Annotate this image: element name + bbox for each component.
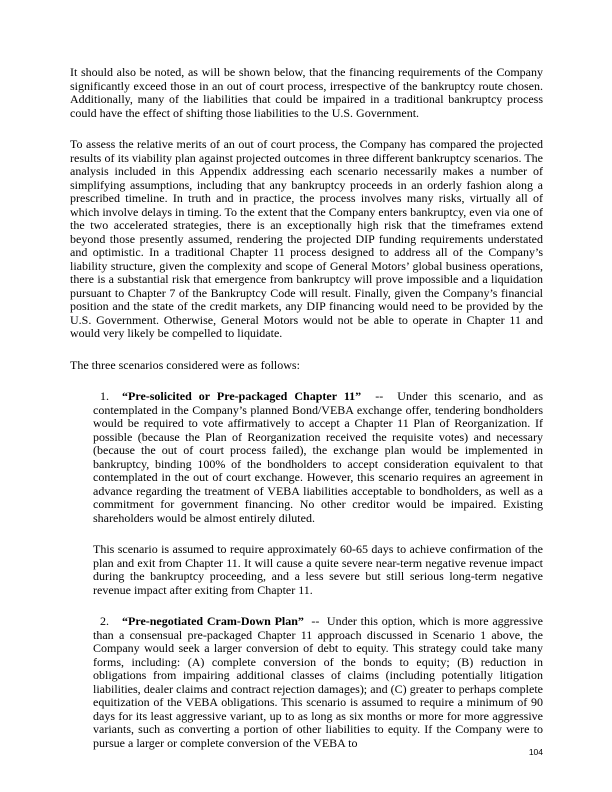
scenario-number: 1. <box>100 389 109 403</box>
page-number: 104 <box>528 747 543 757</box>
scenario-paragraph: 2. “Pre-negotiated Cram-Down Plan” -- Under this option, which is more aggressive than a consensual pre-packaged Chapter 11 approach discussed in Scenario 1 above, the Company would seek a larger conversion of debt to equity. This strategy could take many forms, including: (A) complete conversion of the bonds to equity; (B) reduction in obligations from impairing additional classes of claims (including potentially litigation liabilities, dealer claims and contract rejection damages); and (C) greater to perhaps complete equitization of the VEBA obligations. This scenario is assumed to require a minimum of 90 days for its least aggressive variant, up to as long as six months or more for more aggressive variants, such as converting a portion of other liabilities to equity. If the Company were to pursue a larger or complete conversion of the VEBA to <box>93 614 544 750</box>
scenario-heading: “Pre-solicited or Pre-packaged Chapter 11” <box>122 389 362 403</box>
scenario-paragraph: 1. “Pre-solicited or Pre-packaged Chapter 11” -- Under this scenario, and as contemplated in the Company’s planned Bond/VEBA exchange offer, tendering bondholders would be required to vote affirmatively to accept a Chapter 11 Plan of Reorganization. If possible (because the Plan of Reorganization received the requisite votes) and necessary (because the out of court process failed), the exchange plan would be implemented in bankruptcy, binding 100% of the bondholders to accept consideration equivalent to that contemplated in the out of court exchange. However, this scenario requires an agreement in advance regarding the treatment of VEBA liabilities acceptable to bondholders, as well as a commitment for government financing. No other creditor would be impaired. Existing shareholders would be almost entirely diluted. <box>93 389 543 525</box>
scenario-continuation-paragraph: This scenario is assumed to require approximately 60-65 days to achieve confirmation of the plan and exit from Chapter 11. It will cause a quite severe near-term negative revenue impact during the bankruptcy proceeding, and a less severe but still serious long-term negative revenue impact after exiting from Chapter 11. <box>93 542 543 597</box>
scenario-heading: “Pre-negotiated Cram-Down Plan” <box>122 614 304 628</box>
body-paragraph: The three scenarios considered were as follows: <box>70 357 300 372</box>
body-paragraph: To assess the relative merits of an out of court process, the Company has compared the projected results of its viability plan against projected outcomes in three different bankruptcy scenarios. The analysis included in this Appendix addressing each scenario necessarily makes a number of simplifying assumptions, including that any bankruptcy proceeds in an orderly fashion along a prescribed timeline. In truth and in practice, the process involves many risks, virtually all of which involve delays in timing. To the extent that the Company enters bankruptcy, even via one of the two accelerated strategies, there is an exceptionally high risk that the timeframes extend beyond those presently assumed, rendering the projected DIP funding requirements understated and optimistic. In a traditional Chapter 11 process designed to address all of the Company’s liability structure, given the complexity and scope of General Motors’ global business operations, there is a substantial risk that emergence from bankruptcy will prove impossible and a liquidation pursuant to Chapter 7 of the Bankruptcy Code will result. Finally, given the Company’s financial position and the state of the credit markets, any DIP financing would need to be provided by the U.S. Government. Otherwise, General Motors would not be able to operate in Chapter 11 and would very likely be compelled to liquidate. <box>70 137 543 340</box>
document-body <box>70 66 543 768</box>
scenario-number: 2. <box>100 614 109 628</box>
body-paragraph: It should also be noted, as will be shown below, that the financing requirements of the Company significantly exceed those in an out of court process, irrespective of the bankruptcy route chosen. Additionally, many of the liabilities that could be impaired in a traditional bankruptcy process could have the effect of shifting those liabilities to the U.S. Government. <box>70 65 543 120</box>
